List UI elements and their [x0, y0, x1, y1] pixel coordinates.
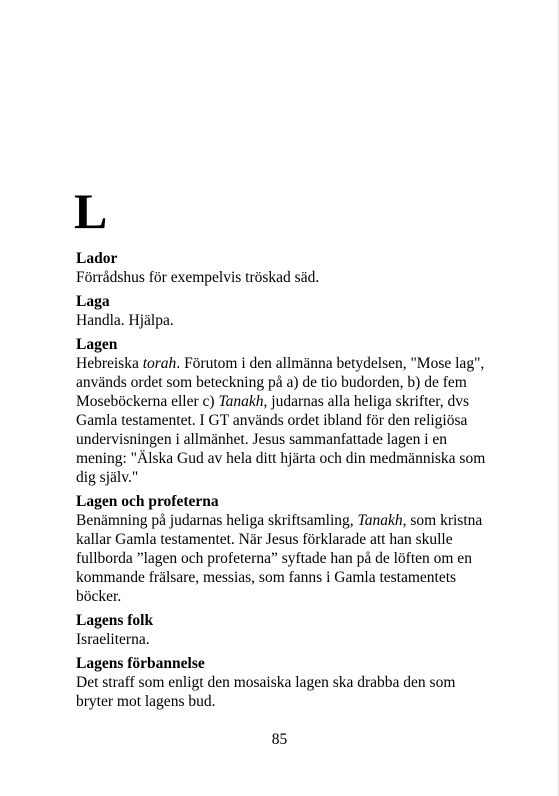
- entry-term: Lador: [76, 250, 118, 267]
- definition-italic-text: torah: [142, 355, 177, 372]
- glossary-entry: [76, 292, 496, 330]
- entry-term: Lagen: [76, 336, 118, 353]
- definition-text: Hebreiska: [76, 355, 143, 372]
- entry-term: Lagen och profeterna: [76, 493, 219, 510]
- glossary-entries: [76, 249, 496, 716]
- glossary-entry: [76, 335, 496, 487]
- entry-term: Lagens förbannelse: [76, 655, 205, 672]
- entry-definition: [76, 673, 496, 711]
- glossary-entry: [76, 654, 496, 711]
- definition-italic-text: Tanakh: [218, 393, 264, 410]
- definition-text: . Förutom i den allmänna betydelsen, "Mose lag", används ordet som beteckning på a) de tio budorden, b) de fem Moseböckerna eller c): [76, 355, 485, 410]
- entry-term: Laga: [76, 293, 110, 310]
- definition-text: Israeliterna.: [76, 631, 150, 648]
- definition-italic-text: Tanakh: [357, 512, 403, 529]
- definition-text: , som kristna kallar Gamla testamentet. När Jesus förklarade att han skulle fullborda ”lagen och profeterna” syftade han på de löften om en kommande frälsare, messias, som fanns i Gamla testamentets böcker.: [76, 512, 483, 605]
- definition-text: , judarnas alla heliga skrifter, dvs Gamla testamentet. I GT används ordet ibland för den religiösa undervisningen i allmänhet. Jesus sammanfattade lagen i en mening: "Älska Gud av hela ditt hjärta och din medmänniska som dig själv.": [76, 393, 486, 486]
- entry-definition: [76, 268, 496, 287]
- entry-definition: [76, 311, 496, 330]
- glossary-entry: [76, 492, 496, 606]
- definition-text: Det straff som enligt den mosaiska lagen ska drabba den som bryter mot lagens bud.: [76, 674, 456, 710]
- definition-text: Handla. Hjälpa.: [76, 312, 174, 329]
- entry-definition: [76, 354, 496, 487]
- definition-text: Förrådshus för exempelvis tröskad säd.: [76, 269, 320, 286]
- glossary-entry: [76, 611, 496, 649]
- page-number: 85: [271, 731, 288, 748]
- entry-term: Lagens folk: [76, 612, 154, 629]
- entry-definition: [76, 511, 496, 606]
- definition-text: Benämning på judarnas heliga skriftsamling,: [76, 512, 358, 529]
- entry-definition: [76, 630, 496, 649]
- section-letter: L: [74, 183, 108, 239]
- glossary-entry: [76, 249, 496, 287]
